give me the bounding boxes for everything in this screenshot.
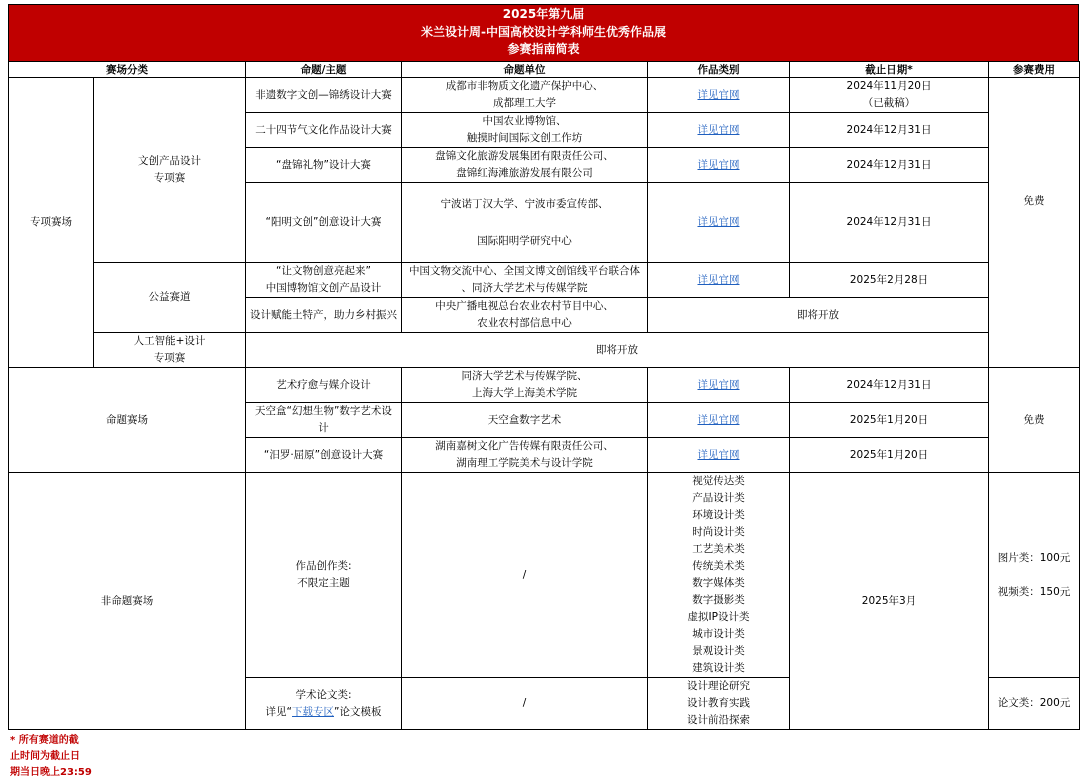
title-line-3: 参赛指南简表 <box>507 42 580 56</box>
paper-line-2 <box>247 704 400 721</box>
official-site-link[interactable]: 详见官网 <box>648 113 790 148</box>
fee-paper: 论文类：200元 <box>989 678 1080 730</box>
unit-line-2: 国际阳明学研究中心 <box>477 234 572 247</box>
deadline-cell <box>790 78 989 113</box>
sub-cultural-line-2: 专项赛 <box>153 172 186 184</box>
header-type: 作品类别 <box>648 62 790 78</box>
header-theme: 命题/主题 <box>246 62 402 78</box>
category-item: 传统美术类 <box>692 560 745 572</box>
header-unit: 命题单位 <box>402 62 648 78</box>
unit-line-1: 宁波诺丁汉大学、宁波市委宣传部、 <box>440 197 609 210</box>
table-row <box>9 78 1080 113</box>
theme-cell: 设计赋能土特产，助力乡村振兴 <box>246 298 402 333</box>
paper-suffix: ”论文模板 <box>334 705 382 718</box>
note-line-2: 止时间为截止日 <box>10 751 80 762</box>
creation-line-2: 不限定主题 <box>297 577 350 589</box>
fee-free-label: 免费 <box>1023 195 1045 207</box>
category-list <box>648 473 790 678</box>
fee-special <box>989 78 1080 368</box>
official-site-link[interactable]: 详见官网 <box>648 403 790 438</box>
note-line-1: * 所有赛道的截 <box>10 735 79 746</box>
unit-cell <box>402 78 648 113</box>
unit-line-1: 中国农业博物馆、 <box>482 115 567 127</box>
unit-line-2: 农业农村部信息中心 <box>477 317 572 329</box>
paper-line-1: 学术论文类: <box>295 688 352 701</box>
unit-cell <box>402 263 648 298</box>
sub-ai <box>94 333 246 368</box>
theme-cell: 二十四节气文化作品设计大赛 <box>246 113 402 148</box>
sub-ai-line-2: 专项赛 <box>153 352 186 364</box>
category-item: 数字媒体类 <box>692 577 745 589</box>
unit-line-2: 成都理工大学 <box>493 97 556 109</box>
unit-cell <box>402 183 648 263</box>
deadline-cell: 2025年1月20日 <box>790 403 989 438</box>
official-site-link[interactable]: 详见官网 <box>648 368 790 403</box>
unit-line-2: 湖南理工学院美术与设计学院 <box>456 457 593 469</box>
paper-unit-cell: / <box>402 678 648 730</box>
unit-line-2: 上海大学上海美术学院 <box>472 387 577 399</box>
category-item: 时尚设计类 <box>692 526 745 538</box>
official-site-link[interactable]: 详见官网 <box>648 78 790 113</box>
fee-nonprop-creation <box>989 473 1080 678</box>
download-zone-link[interactable]: 下载专区 <box>292 705 334 718</box>
theme-cell: “阳明文创”创意设计大赛 <box>246 183 402 263</box>
unit-line-2: 、同济大学艺术与传媒学院 <box>461 282 588 294</box>
deadline-cell: 2025年1月20日 <box>790 438 989 473</box>
official-site-link[interactable]: 详见官网 <box>648 263 790 298</box>
unit-line-1: 成都市非物质文化遗产保护中心、 <box>445 80 604 92</box>
title-line-2: 米兰设计周-中国高校设计学科师生优秀作品展 <box>421 24 666 39</box>
sub-public: 公益赛道 <box>94 263 246 333</box>
theme-line-2: 计 <box>318 422 329 434</box>
unit-cell: 天空盒数字艺术 <box>402 403 648 438</box>
theme-cell <box>246 403 402 438</box>
paper-prefix: 详见“ <box>265 705 292 718</box>
unit-cell <box>402 298 648 333</box>
table-row <box>9 368 1080 403</box>
coming-soon-cell: 即将开放 <box>648 298 989 333</box>
section-special: 专项赛场 <box>9 78 94 368</box>
category-item: 景观设计类 <box>692 645 745 657</box>
deadline-cell: 2024年12月31日 <box>790 368 989 403</box>
category-item: 城市设计类 <box>692 628 745 640</box>
header-category: 赛场分类 <box>9 62 246 78</box>
unit-cell <box>402 113 648 148</box>
creation-unit-cell: / <box>402 473 648 678</box>
paper-type-item: 设计前沿探索 <box>687 714 750 726</box>
category-item: 产品设计类 <box>692 492 745 504</box>
theme-cell: 非遗数字文创—锦绣设计大赛 <box>246 78 402 113</box>
sub-cultural-line-1: 文创产品设计 <box>138 155 201 167</box>
unit-line-1: 中国文物交流中心、全国文博文创馆线平台联合体 <box>409 265 640 277</box>
category-item: 数字摄影类 <box>692 594 745 606</box>
nonprop-deadline: 2025年3月 <box>790 473 989 730</box>
theme-cell: 艺术疗愈与媒介设计 <box>246 368 402 403</box>
official-site-link[interactable]: 详见官网 <box>648 438 790 473</box>
header-fee: 参赛费用 <box>989 62 1080 78</box>
title-banner <box>8 4 1079 62</box>
unit-cell <box>402 368 648 403</box>
unit-line-2: 触摸时间国际文创工作坊 <box>466 132 583 144</box>
header-row <box>9 62 1080 78</box>
official-site-link[interactable]: 详见官网 <box>648 183 790 263</box>
theme-cell: “盘锦礼物”设计大赛 <box>246 148 402 183</box>
paper-type-item: 设计理论研究 <box>687 680 750 692</box>
deadline-cell: 2024年12月31日 <box>790 148 989 183</box>
deadline-line-2: （已截稿） <box>862 97 916 109</box>
category-item: 视觉传达类 <box>692 475 745 487</box>
fee-video: 视频类：150元 <box>997 585 1071 598</box>
unit-line-1: 中央广播电视总台农业农村节目中心、 <box>435 300 614 312</box>
title-line-1: 2025年第九届 <box>502 7 585 21</box>
category-item: 工艺美术类 <box>692 543 745 555</box>
deadline-line-1: 2024年11月20日 <box>846 80 932 92</box>
unit-cell <box>402 148 648 183</box>
theme-line-1: 天空盒“幻想生物”数字艺术设 <box>255 405 392 417</box>
fee-proposition: 免费 <box>989 368 1080 473</box>
section-nonprop: 非命题赛场 <box>9 473 246 730</box>
theme-cell <box>246 263 402 298</box>
fee-image: 图片类：100元 <box>997 551 1071 564</box>
header-deadline: 截止日期* <box>790 62 989 78</box>
theme-cell: “汨罗·屈原”创意设计大赛 <box>246 438 402 473</box>
sub-ai-line-1: 人工智能+设计 <box>133 335 206 347</box>
category-item: 建筑设计类 <box>692 662 745 674</box>
unit-line-1: 湖南嘉树文化广告传媒有限责任公司、 <box>435 440 614 452</box>
deadline-cell: 2024年12月31日 <box>790 113 989 148</box>
creation-line-1: 作品创作类: <box>295 560 352 572</box>
deadline-cell: 2024年12月31日 <box>790 183 989 263</box>
unit-line-1: 盘锦文化旅游发展集团有限责任公司、 <box>435 150 614 162</box>
category-item: 虚拟IP设计类 <box>687 611 750 623</box>
theme-line-2: 中国博物馆文创产品设计 <box>265 282 382 294</box>
table-row <box>9 473 1080 678</box>
category-item: 环境设计类 <box>692 509 745 521</box>
theme-line-1: “让文物创意亮起来” <box>276 265 371 277</box>
deadline-cell: 2025年2月28日 <box>790 263 989 298</box>
sub-cultural-product <box>94 78 246 263</box>
coming-soon-cell: 即将开放 <box>246 333 989 368</box>
creation-theme-cell <box>246 473 402 678</box>
section-proposition: 命题赛场 <box>9 368 246 473</box>
paper-theme-cell <box>246 678 402 730</box>
table-row <box>9 333 1080 368</box>
unit-line-1: 同济大学艺术与传媒学院、 <box>461 370 588 382</box>
deadline-note <box>10 733 120 781</box>
table-row <box>9 263 1080 298</box>
guide-table <box>8 61 1080 730</box>
paper-type-list <box>648 678 790 730</box>
note-line-3: 期当日晚上23:59 <box>10 767 92 778</box>
paper-type-item: 设计教育实践 <box>687 697 750 709</box>
unit-line-2: 盘锦红海滩旅游发展有限公司 <box>456 167 593 179</box>
official-site-link[interactable]: 详见官网 <box>648 148 790 183</box>
unit-cell <box>402 438 648 473</box>
